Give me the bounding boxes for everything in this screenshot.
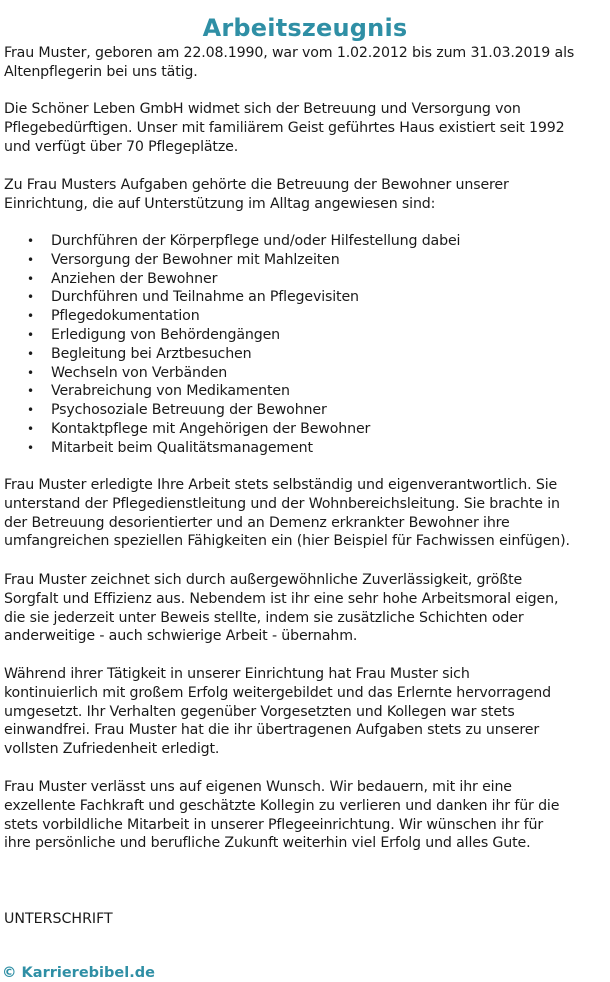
list-item — [0, 232, 610, 251]
task-label: Wechseln von Verbänden — [51, 364, 228, 381]
bullet-icon: • — [27, 421, 34, 436]
bullet-icon: • — [27, 403, 34, 418]
text-line: Frau Muster erledigte Ihre Arbeit stets selbständig und eigenverantwortlich. Sie — [4, 477, 558, 493]
development-paragraph — [4, 665, 608, 759]
text-line: Frau Muster verlässt uns auf eigenen Wunsch. Wir bedauern, mit ihr eine — [4, 779, 512, 795]
bullet-icon: • — [27, 290, 34, 305]
task-label: Begleitung bei Arztbesuchen — [51, 345, 252, 362]
list-item — [0, 439, 610, 458]
bullet-icon: • — [27, 327, 34, 342]
text-line: der Betreuung desorientierter und an Demenz erkrankter Bewohner ihre — [4, 514, 510, 531]
task-label: Erledigung von Behördengängen — [51, 326, 281, 343]
text-line: unterstand der Pflegedienstleitung und der Wohnbereichsleitung. Sie brachte in — [4, 495, 560, 512]
text-line: Altenpflegerin bei uns tätig. — [4, 63, 198, 80]
tasks-intro-paragraph — [4, 176, 608, 214]
list-item — [0, 420, 610, 439]
text-line: ihre persönliche und berufliche Zukunft weiterhin viel Erfolg und alles Gute. — [4, 835, 531, 852]
task-label: Durchführen der Körperpflege und/oder Hilfestellung dabei — [51, 233, 461, 249]
signature-placeholder: UNTERSCHRIFT — [4, 911, 113, 927]
bullet-icon: • — [27, 234, 34, 248]
bullet-icon: • — [27, 309, 34, 324]
task-label: Kontaktpflege mit Angehörigen der Bewohner — [51, 420, 371, 437]
list-item — [0, 307, 610, 326]
text-line: umgesetzt. Ihr Verhalten gegenüber Vorgesetzten und Kollegen war stets — [4, 703, 515, 720]
task-label: Verabreichung von Medikamenten — [51, 383, 290, 400]
bullet-icon: • — [27, 440, 34, 455]
bullet-icon: • — [27, 384, 34, 399]
task-label: Versorgung der Bewohner mit Mahlzeiten — [51, 251, 340, 268]
task-label: Psychosoziale Betreuung der Bewohner — [51, 402, 327, 419]
task-label: Mitarbeit beim Qualitätsmanagement — [51, 439, 313, 456]
text-line: vollsten Zufriedenheit erledigt. — [4, 741, 220, 758]
bullet-icon: • — [27, 346, 34, 361]
text-line: Während ihrer Tätigkeit in unserer Einrichtung hat Frau Muster sich — [4, 666, 470, 682]
text-line: Frau Muster zeichnet sich durch außergewöhnliche Zuverlässigkeit, größte — [4, 572, 523, 588]
bullet-icon: • — [27, 271, 34, 286]
company-paragraph — [4, 100, 608, 156]
text-line: exzellente Fachkraft und geschätzte Kollegin zu verlieren und danken ihr für die — [4, 797, 560, 814]
copyright-notice: © Karrierebibel.de — [2, 965, 155, 981]
text-line: anderweitige - auch schwierige Arbeit - übernahm. — [4, 628, 358, 645]
list-item — [0, 326, 610, 345]
reliability-paragraph — [4, 571, 608, 646]
list-item — [0, 382, 610, 401]
performance-paragraph — [4, 476, 608, 551]
intro-paragraph — [4, 44, 608, 82]
list-item — [0, 364, 610, 383]
text-line: stets vorbildliche Mitarbeit in unserer Pflegeeinrichtung. Wir wünschen ihr für — [4, 816, 544, 833]
task-label: Anziehen der Bewohner — [51, 270, 218, 287]
task-label: Pflegedokumentation — [51, 308, 200, 325]
list-item — [0, 288, 610, 307]
text-line: Einrichtung, die auf Unterstützung im Alltag angewiesen sind: — [4, 195, 436, 212]
text-line: umfangreichen speziellen Fähigkeiten ein (hier Beispiel für Fachwissen einfügen). — [4, 533, 570, 550]
text-line: Zu Frau Musters Aufgaben gehörte die Betreuung der Bewohner unserer — [4, 177, 509, 193]
text-line: und verfügt über 70 Pflegeplätze. — [4, 138, 239, 155]
text-line: Die Schöner Leben GmbH widmet sich der Betreuung und Versorgung von — [4, 101, 521, 117]
closing-paragraph — [4, 778, 608, 853]
bullet-icon: • — [27, 365, 34, 380]
task-label: Durchführen und Teilnahme an Pflegevisiten — [51, 289, 359, 306]
document-title: Arbeitszeugnis — [202, 14, 408, 43]
text-line: kontinuierlich mit großem Erfolg weitergebildet und das Erlernte hervorragend — [4, 684, 551, 701]
list-item — [0, 345, 610, 364]
list-item — [0, 401, 610, 420]
bullet-icon: • — [27, 252, 34, 267]
text-line: Frau Muster, geboren am 22.08.1990, war vom 1.02.2012 bis zum 31.03.2019 als — [4, 45, 575, 61]
text-line: Sorgfalt und Effizienz aus. Nebendem ist ihr eine sehr hohe Arbeitsmoral eigen, — [4, 590, 559, 607]
list-item — [0, 251, 610, 270]
text-line: die sie jederzeit unter Beweis stellte, indem sie zusätzliche Schichten oder — [4, 609, 524, 626]
text-line: einwandfrei. Frau Muster hat die ihr übertragenen Aufgaben stets zu unserer — [4, 722, 540, 739]
list-item — [0, 270, 610, 289]
text-line: Pflegebedürftigen. Unser mit familiärem Geist geführtes Haus existiert seit 1992 — [4, 119, 565, 136]
task-list — [0, 232, 610, 458]
